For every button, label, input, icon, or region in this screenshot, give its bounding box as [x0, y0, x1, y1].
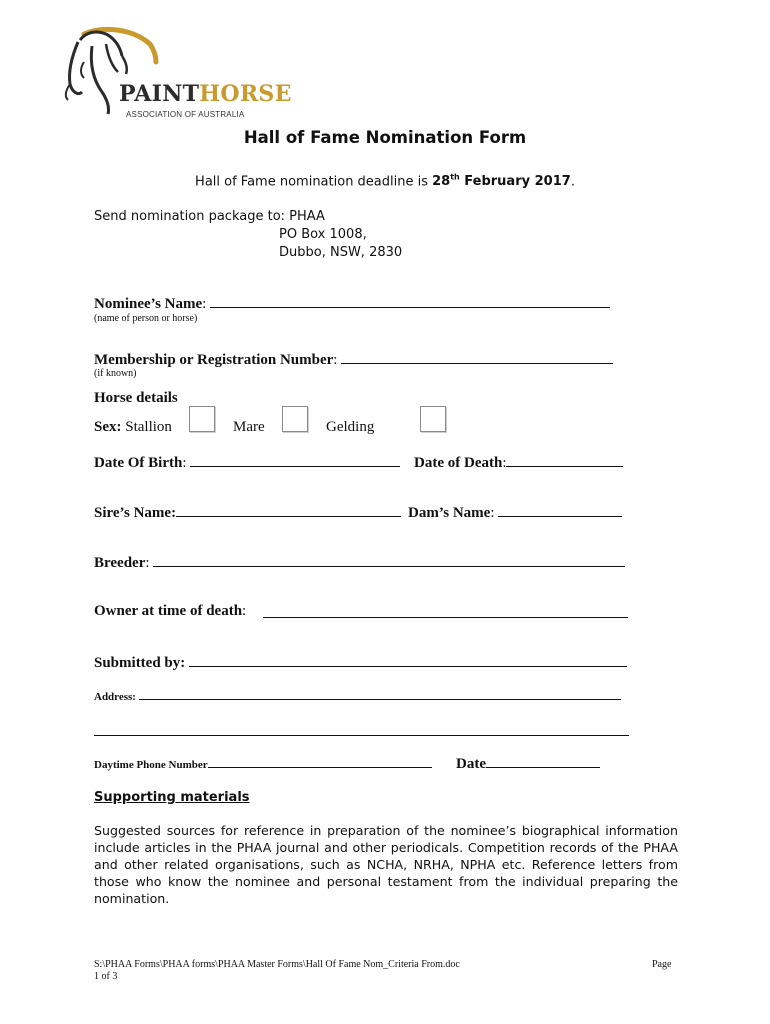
- dod-label: Date of Death: [414, 455, 503, 471]
- membership-label: Membership or Registration Number: [94, 352, 334, 368]
- phone-field[interactable]: [208, 757, 432, 768]
- footer-path: S:\PHAA Forms\PHAA forms\PHAA Master Forms\Hall Of Fame Nom_Criteria From.doc: [94, 959, 460, 970]
- address-field-line2[interactable]: [94, 722, 629, 736]
- deadline-rest: February 2017: [459, 174, 571, 190]
- dam-label: Dam’s Name: [408, 505, 491, 521]
- breeder-label: Breeder: [94, 555, 146, 571]
- horse-head-icon: [62, 22, 162, 122]
- submitted-field[interactable]: [189, 653, 627, 667]
- membership-row: Membership or Registration Number:: [94, 350, 613, 369]
- send-label: Send nomination package to: PHAA: [94, 209, 325, 224]
- dob-row: Date Of Birth:: [94, 453, 400, 472]
- mare-checkbox[interactable]: [282, 406, 308, 432]
- logo-word-paint: PAINT: [119, 81, 200, 107]
- dob-label: Date Of Birth: [94, 455, 183, 471]
- date-row: [456, 754, 600, 773]
- date-field[interactable]: [486, 754, 600, 768]
- dob-field[interactable]: [190, 453, 400, 467]
- owner-field[interactable]: [263, 604, 628, 618]
- deadline-prefix: Hall of Fame nomination deadline is: [195, 174, 433, 190]
- send-address-line2: PO Box 1008,: [279, 227, 367, 242]
- nominee-hint: (name of person or horse): [94, 313, 198, 324]
- nominee-name-field[interactable]: [210, 294, 610, 308]
- sire-row: [94, 503, 401, 522]
- sex-label: Sex:: [94, 419, 122, 435]
- horse-details-label: Horse details: [94, 390, 178, 406]
- deadline-end: .: [570, 174, 575, 190]
- membership-hint: (if known): [94, 368, 137, 379]
- footer-page-count: 1 of 3: [94, 971, 118, 982]
- stallion-checkbox[interactable]: [189, 406, 215, 432]
- gelding-checkbox[interactable]: [420, 406, 446, 432]
- footer-page-label: Page: [652, 959, 672, 970]
- phone-row: [94, 757, 432, 771]
- sire-label: Sire’s Name:: [94, 505, 177, 521]
- deadline-day-suffix: th: [450, 173, 460, 182]
- supporting-heading: Supporting materials: [94, 790, 250, 805]
- send-address-line3: Dubbo, NSW, 2830: [279, 245, 403, 260]
- logo-word-horse: HORSE: [199, 81, 292, 107]
- dam-row: Dam’s Name:: [408, 503, 622, 522]
- logo-subtitle: ASSOCIATION OF AUSTRALIA: [126, 110, 245, 119]
- horse-details-heading: [94, 390, 178, 407]
- phone-label: Daytime Phone Number: [94, 759, 208, 771]
- submitted-label: Submitted by:: [94, 655, 186, 671]
- supporting-text: Suggested sources for reference in preparation of the nominee’s biographical information include articles in the PHAA journal and other periodicals. Competition records of the PHAA and other related organisations, such as NCHA, NRHA, NPHA etc. Reference letters from those who know the nominee and personal testament from the individual preparing the nomination.: [94, 823, 678, 906]
- address-field-line1[interactable]: [139, 689, 621, 700]
- dam-field[interactable]: [498, 503, 622, 517]
- dod-row: Date of Death:: [414, 453, 623, 472]
- page-title: Hall of Fame Nomination Form: [243, 128, 527, 147]
- mare-label: Mare: [233, 419, 265, 435]
- breeder-row: Breeder:: [94, 553, 625, 572]
- deadline-line: [0, 173, 770, 189]
- breeder-field[interactable]: [153, 553, 625, 567]
- address-row: [94, 689, 621, 703]
- deadline-day: 28: [432, 174, 451, 190]
- submitted-row: [94, 653, 627, 672]
- gelding-label: Gelding: [326, 419, 375, 435]
- nominee-name-label: Nominee’s Name: [94, 296, 203, 312]
- logo-wordmark: [119, 81, 292, 107]
- date-label: Date: [456, 756, 486, 772]
- sire-field[interactable]: [176, 503, 401, 517]
- owner-row: Owner at time of death:: [94, 603, 247, 619]
- sex-row: [94, 419, 172, 436]
- logo: [62, 22, 292, 122]
- stallion-label: Stallion: [125, 419, 172, 435]
- membership-field[interactable]: [341, 350, 613, 364]
- address-label: Address:: [94, 691, 136, 703]
- nominee-name-row: Nominee’s Name:: [94, 294, 610, 313]
- owner-label: Owner at time of death: [94, 603, 243, 619]
- dod-field[interactable]: [506, 453, 623, 467]
